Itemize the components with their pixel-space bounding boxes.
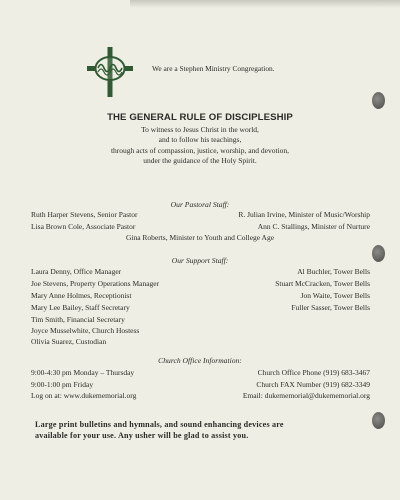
support-staff-entry: Laura Denny, Office Manager [31,267,122,276]
support-staff-entry: Mary Lee Bailey, Staff Secretary [31,303,130,312]
rule-line: under the guidance of the Holy Spirit. [143,155,257,165]
support-staff-entry: Tim Smith, Financial Secretary [31,315,125,324]
office-phone: Church Office Phone (919) 683-3467 [257,368,370,377]
support-staff-entry: Mary Anne Holmes, Receptionist [31,291,132,300]
support-staff-entry: Al Buchler, Tower Bells [297,267,370,276]
notice-line: available for your use. Any usher will be glad to assist you. [35,430,249,440]
stephen-ministry-line: We are a Stephen Ministry Congregation. [152,64,275,73]
office-hours: 9:00-1:00 pm Friday [31,380,94,389]
support-staff-entry: Joyce Musselwhite, Church Hostess [31,326,140,335]
office-hours: 9:00-4:30 pm Monday – Thursday [31,368,135,377]
pastoral-staff-entry: Gina Roberts, Minister to Youth and College Age [125,233,275,242]
pastoral-staff-entry: R. Julian Irvine, Minister of Music/Worship [238,210,370,219]
office-fax: Church FAX Number (919) 682-3349 [256,380,370,389]
rule-line: and to follow his teachings, [158,135,242,145]
support-staff-heading: Our Support Staff: [171,256,229,265]
support-staff-entry: Fuller Sasser, Tower Bells [291,303,370,312]
page-top-shadow [130,0,400,8]
rule-title: THE GENERAL RULE OF DISCIPLESHIP [107,112,293,123]
accessibility-notice [35,420,375,441]
rule-line: through acts of compassion, justice, worship, and devotion, [110,145,290,155]
support-staff-entry: Jon Waite, Tower Bells [300,291,370,300]
support-staff-entry: Olivia Suarez, Custodian [31,337,107,346]
pastoral-staff-heading: Our Pastoral Staff: [170,200,230,209]
notice-line: Large print bulletins and hymnals, and sound enhancing devices are [35,420,284,429]
pastoral-staff-entry: Lisa Brown Cole, Associate Pastor [31,222,136,231]
rule-text [0,125,400,166]
office-info-heading: Church Office Information: [158,356,242,365]
punch-hole-top [372,92,385,109]
website-line: Log on at: www.dukememorial.org [31,391,137,400]
stephen-ministry-cross-logo-icon [87,47,133,97]
pastoral-staff-entry: Ann C. Stallings, Minister of Nurture [257,222,370,231]
support-staff-entry: Stuart McCracken, Tower Bells [275,279,370,288]
email-line: Email: dukememorial@dukememorial.org [242,391,370,400]
rule-line: To witness to Jesus Christ in the world, [141,125,259,134]
pastoral-staff-entry: Ruth Harper Stevens, Senior Pastor [31,210,138,219]
support-staff-entry: Joe Stevens, Property Operations Manager [31,279,160,288]
